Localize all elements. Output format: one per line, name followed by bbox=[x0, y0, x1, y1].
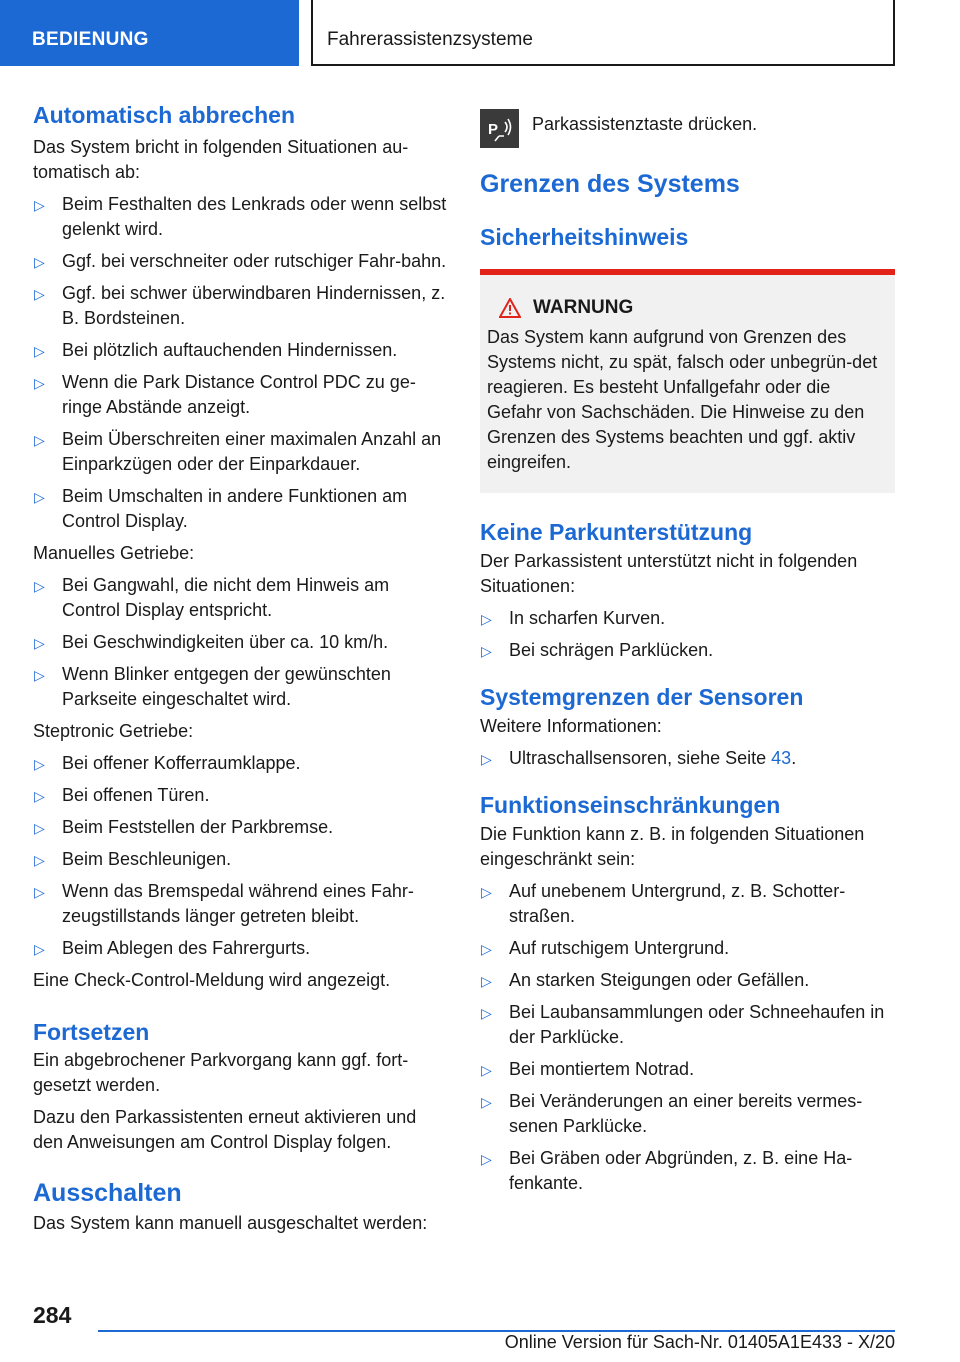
list-item: ▷ Beim Beschleunigen. bbox=[33, 847, 451, 872]
heading-limits: Grenzen des Systems bbox=[480, 170, 740, 198]
steptronic-label: Steptronic Getriebe: bbox=[33, 721, 194, 741]
heading-no-support: Keine Parkunterstützung bbox=[480, 519, 753, 545]
triangle-right-icon: ▷ bbox=[34, 489, 45, 505]
page-link[interactable]: 43 bbox=[771, 748, 792, 768]
triangle-right-icon: ▷ bbox=[481, 1094, 492, 1110]
triangle-right-icon: ▷ bbox=[481, 643, 492, 659]
triangle-right-icon: ▷ bbox=[481, 611, 492, 627]
list-item: ▷ An starken Steigungen oder Gefällen. bbox=[480, 968, 895, 993]
no-support-intro: Der Parkassistent unterstützt nicht in folgenden Situationen: bbox=[480, 551, 858, 596]
triangle-right-icon: ▷ bbox=[481, 884, 492, 900]
restrictions-list bbox=[480, 879, 895, 1196]
chapter-title: Fahrerassistenzsysteme bbox=[311, 0, 895, 66]
manual-gearbox-label: Manuelles Getriebe: bbox=[33, 543, 195, 563]
list-item: ▷ Wenn die Park Distance Control PDC zu ge-ringe Abstände anzeigt. bbox=[34, 372, 416, 417]
warning-box bbox=[480, 269, 895, 493]
continue-text-1: Ein abgebrochener Parkvorgang kann ggf. fort-gesetzt werden. bbox=[33, 1050, 409, 1095]
svg-text:P: P bbox=[487, 120, 498, 138]
triangle-right-icon: ▷ bbox=[34, 820, 45, 836]
list-item: ▷ Wenn Blinker entgegen der gewünschten Parkseite eingeschaltet wird. bbox=[34, 664, 391, 709]
footer-version: Online Version für Sach-Nr. 01405A1E433 - X/20 bbox=[504, 1332, 895, 1352]
list-item: ▷ Beim Umschalten in andere Funktionen am Control Display. bbox=[34, 486, 408, 531]
auto-abort-intro: Das System bricht in folgenden Situationen au-tomatisch ab: bbox=[33, 137, 409, 182]
list-item: ▷ Ggf. bei schwer überwindbaren Hindernissen, z. B. Bordsteinen. bbox=[34, 283, 446, 328]
triangle-right-icon: ▷ bbox=[34, 852, 45, 868]
list-item: ▷ Beim Ablegen des Fahrergurts. bbox=[33, 936, 451, 961]
triangle-right-icon: ▷ bbox=[481, 751, 492, 767]
continue-text-2: Dazu den Parkassistenten erneut aktivieren und den Anweisungen am Control Display folgen. bbox=[33, 1107, 417, 1152]
no-support-list bbox=[480, 606, 895, 663]
list-item: ▷ Bei Gangwahl, die nicht dem Hinweis am Control Display entspricht. bbox=[34, 575, 390, 620]
page-header bbox=[0, 0, 960, 66]
park-assist-button-icon bbox=[480, 109, 519, 148]
list-item: ▷ Bei offenen Türen. bbox=[33, 783, 451, 808]
list-item: ▷ Beim Festhalten des Lenkrads oder wenn selbst gelenkt wird. bbox=[34, 194, 447, 239]
manual-gearbox-list bbox=[33, 573, 451, 712]
heading-safety: Sicherheitshinweis bbox=[480, 224, 689, 250]
triangle-right-icon: ▷ bbox=[34, 343, 45, 359]
heading-switch-off: Ausschalten bbox=[33, 1179, 182, 1207]
list-item: ▷ Beim Feststellen der Parkbremse. bbox=[33, 815, 451, 840]
list-item: ▷ In scharfen Kurven. bbox=[480, 606, 895, 631]
triangle-right-icon: ▷ bbox=[34, 941, 45, 957]
step-text: Parkassistenztaste drücken. bbox=[532, 114, 758, 134]
left-column bbox=[33, 100, 451, 1236]
heading-continue: Fortsetzen bbox=[33, 1019, 150, 1045]
step-row bbox=[480, 109, 895, 148]
list-item: ▷ Bei offener Kofferraumklappe. bbox=[33, 751, 451, 776]
list-item: ▷ Beim Überschreiten einer maximalen Anzahl an Einparkzügen oder der Einparkdauer. bbox=[34, 429, 442, 474]
steptronic-list bbox=[33, 751, 451, 961]
warning-label: WARNUNG bbox=[533, 297, 634, 318]
list-item: ▷ Auf rutschigem Untergrund. bbox=[480, 936, 895, 961]
warning-text: Das System kann aufgrund von Grenzen des Systems nicht, zu spät, falsch oder unbegrün-det reagieren. Es besteht Unfallgefahr oder die Gefahr von Sachschäden. Die Hinweise zu den Grenzen des Systems beachten und ggf. aktiv eingreifen. bbox=[487, 327, 878, 472]
triangle-right-icon: ▷ bbox=[481, 973, 492, 989]
triangle-right-icon: ▷ bbox=[481, 941, 492, 957]
list-item: ▷ Bei plötzlich auftauchenden Hindernissen. bbox=[33, 338, 451, 363]
triangle-right-icon: ▷ bbox=[34, 756, 45, 772]
triangle-right-icon: ▷ bbox=[34, 197, 45, 213]
triangle-right-icon: ▷ bbox=[481, 1151, 492, 1167]
check-control-note: Eine Check-Control-Meldung wird angezeigt. bbox=[33, 970, 391, 990]
list-item: ▷ Auf unebenem Untergrund, z. B. Schotter-straßen. bbox=[481, 881, 846, 926]
list-item: ▷ Bei schrägen Parklücken. bbox=[480, 638, 895, 663]
list-item: ▷ Bei Geschwindigkeiten über ca. 10 km/h. bbox=[33, 630, 451, 655]
triangle-right-icon: ▷ bbox=[481, 1062, 492, 1078]
list-item: ▷ Ggf. bei verschneiter oder rutschiger Fahr-bahn. bbox=[33, 249, 451, 274]
warning-header bbox=[487, 297, 885, 319]
page-number: 284 bbox=[33, 1302, 72, 1328]
triangle-right-icon: ▷ bbox=[34, 635, 45, 651]
sensor-limits-intro: Weitere Informationen: bbox=[480, 716, 662, 736]
triangle-right-icon: ▷ bbox=[34, 375, 45, 391]
right-column bbox=[480, 100, 895, 1196]
list-item: ▷ Bei Laubansammlungen oder Schneehaufen in der Parklücke. bbox=[481, 1002, 885, 1047]
triangle-right-icon: ▷ bbox=[34, 286, 45, 302]
triangle-right-icon: ▷ bbox=[34, 254, 45, 270]
warning-triangle-icon bbox=[499, 298, 521, 318]
heading-sensor-limits: Systemgrenzen der Sensoren bbox=[480, 684, 804, 710]
list-item: ▷ Bei Gräben oder Abgründen, z. B. eine Ha-fenkante. bbox=[481, 1148, 853, 1193]
triangle-right-icon: ▷ bbox=[34, 667, 45, 683]
auto-abort-list bbox=[33, 192, 451, 534]
restrictions-intro: Die Funktion kann z. B. in folgenden Situationen eingeschränkt sein: bbox=[480, 824, 865, 869]
triangle-right-icon: ▷ bbox=[481, 1005, 492, 1021]
triangle-right-icon: ▷ bbox=[34, 578, 45, 594]
heading-auto-abort: Automatisch abbrechen bbox=[33, 102, 295, 128]
heading-restrictions: Funktionseinschränkungen bbox=[480, 792, 781, 818]
triangle-right-icon: ▷ bbox=[34, 788, 45, 804]
switch-off-text: Das System kann manuell ausgeschaltet werden: bbox=[33, 1213, 428, 1233]
section-tab: BEDIENUNG bbox=[0, 0, 299, 66]
list-item: ▷ Bei montiertem Notrad. bbox=[480, 1057, 895, 1082]
list-item: ▷ Ultraschallsensoren, siehe Seite 43. bbox=[480, 746, 895, 771]
list-item: ▷ Bei Veränderungen an einer bereits vermes-senen Parklücke. bbox=[481, 1091, 863, 1136]
sensor-limits-list bbox=[480, 746, 895, 771]
triangle-right-icon: ▷ bbox=[34, 432, 45, 448]
triangle-right-icon: ▷ bbox=[34, 884, 45, 900]
list-item: ▷ Wenn das Bremspedal während eines Fahr-zeugstillstands länger getreten bleibt. bbox=[34, 881, 414, 926]
